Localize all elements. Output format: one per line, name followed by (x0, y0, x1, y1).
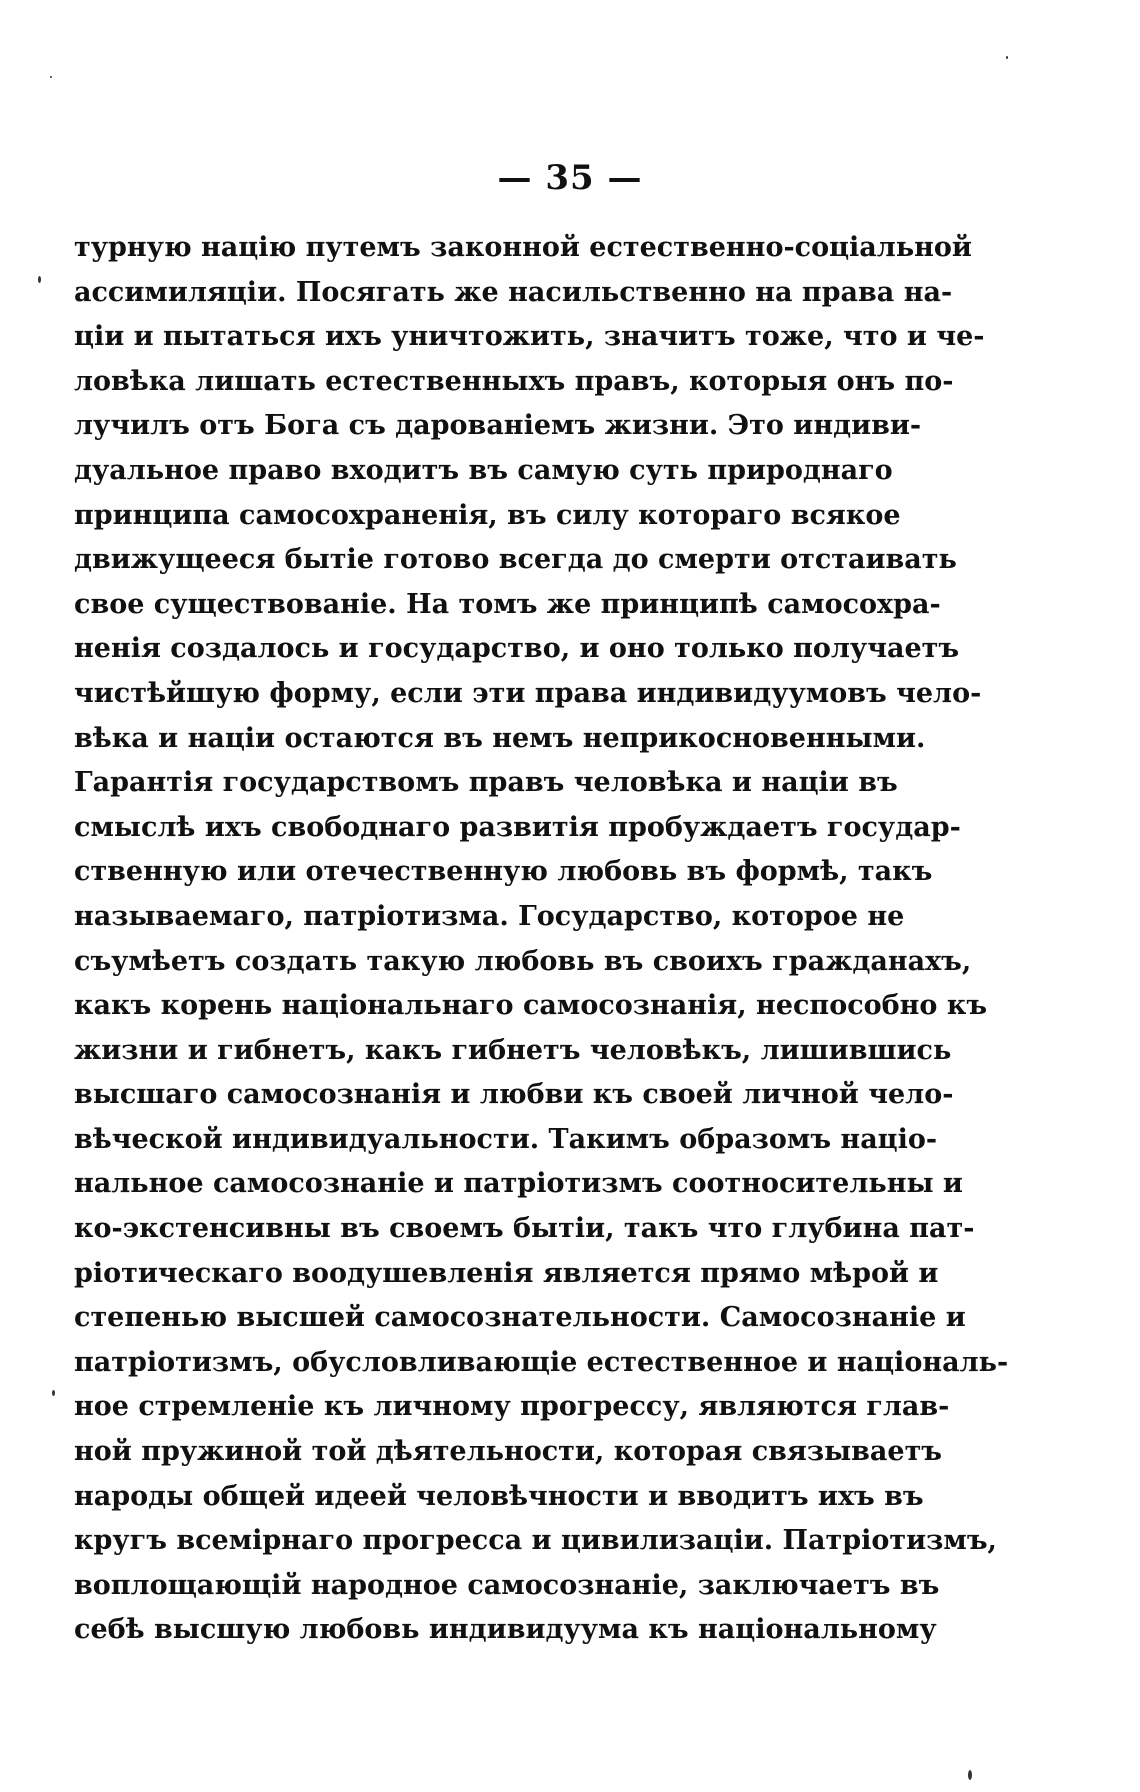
body-text (74, 226, 1009, 1653)
text-line: народы общей идеей человѣчности и вводитъ ихъ въ (74, 1480, 924, 1512)
text-line: себѣ высшую любовь индивидуума къ національному (74, 1614, 937, 1646)
text-line: степенью высшей самосознательности. Самосознаніе и (74, 1302, 966, 1334)
text-line: ственную или отечественную любовь въ формѣ, такъ (74, 856, 933, 888)
text-line: ловѣка лишать естественныхъ правъ, которыя онъ по- (74, 365, 954, 397)
text-line: вѣка и націи остаются въ немъ неприкосновенными. (74, 722, 926, 754)
text-line: патріотизмъ, обусловливающіе естественное и національ- (74, 1346, 1009, 1378)
text-line: дуальное право входитъ въ самую суть природнаго (74, 454, 893, 486)
text-line: жизни и гибнетъ, какъ гибнетъ человѣкъ, лишившись (74, 1034, 952, 1066)
text-line: лучилъ отъ Бога съ дарованіемъ жизни. Это индиви- (74, 410, 922, 442)
text-line: турную націю путемъ законной естественно-соціальной (74, 232, 972, 263)
text-line: ассимиляціи. Посягать же насильственно на права на- (74, 276, 953, 308)
text-line: Гарантія государствомъ правъ человѣка и націи въ (74, 767, 898, 799)
text-line: ненія создалось и государство, и оно только получаетъ (74, 633, 960, 665)
text-line: принципа самосохраненія, въ силу котораго всякое (74, 499, 901, 531)
text-line: воплощающій народное самосознаніе, заключаетъ въ (74, 1569, 940, 1601)
text-line: ціи и пытаться ихъ уничтожить, значитъ тоже, что и че- (74, 321, 985, 353)
text-line: кругъ всемірнаго прогресса и цивилизаціи. Патріотизмъ, (74, 1525, 997, 1557)
scan-speck (968, 1770, 972, 1780)
text-line: высшаго самосознанія и любви къ своей личной чело- (74, 1079, 954, 1111)
scan-speck (50, 76, 52, 78)
text-line: движущееся бытіе готово всегда до смерти отстаивать (74, 544, 957, 576)
text-line: ной пружиной той дѣятельности, которая связываетъ (74, 1436, 943, 1468)
scan-speck (1006, 56, 1008, 59)
text-line: съумѣетъ создать такую любовь въ своихъ гражданахъ, (74, 945, 972, 977)
text-line: смыслѣ ихъ свободнаго развитія пробуждаетъ государ- (74, 811, 961, 843)
text-line: ное стремленіе къ личному прогрессу, являются глав- (74, 1391, 950, 1423)
text-line: какъ корень національнаго самосознанія, неспособно къ (74, 990, 988, 1022)
text-line: свое существованіе. На томъ же принципѣ самосохра- (74, 588, 941, 620)
text-line: нальное самосознаніе и патріотизмъ соотносительны и (74, 1168, 963, 1200)
text-line: ко-экстенсивны въ своемъ бытіи, такъ что глубина пат- (74, 1213, 975, 1245)
text-line: чистѣйшую форму, если эти права индивидуумовъ чело- (74, 677, 982, 709)
scan-speck (38, 276, 41, 283)
text-line: ріотическаго воодушевленія является прямо мѣрой и (74, 1257, 939, 1289)
scan-speck (52, 1390, 55, 1396)
text-line: называемаго, патріотизма. Государство, которое не (74, 900, 905, 932)
page-number: — 35 — (497, 158, 643, 198)
text-line: вѣческой индивидуальности. Такимъ образомъ націо- (74, 1123, 938, 1155)
